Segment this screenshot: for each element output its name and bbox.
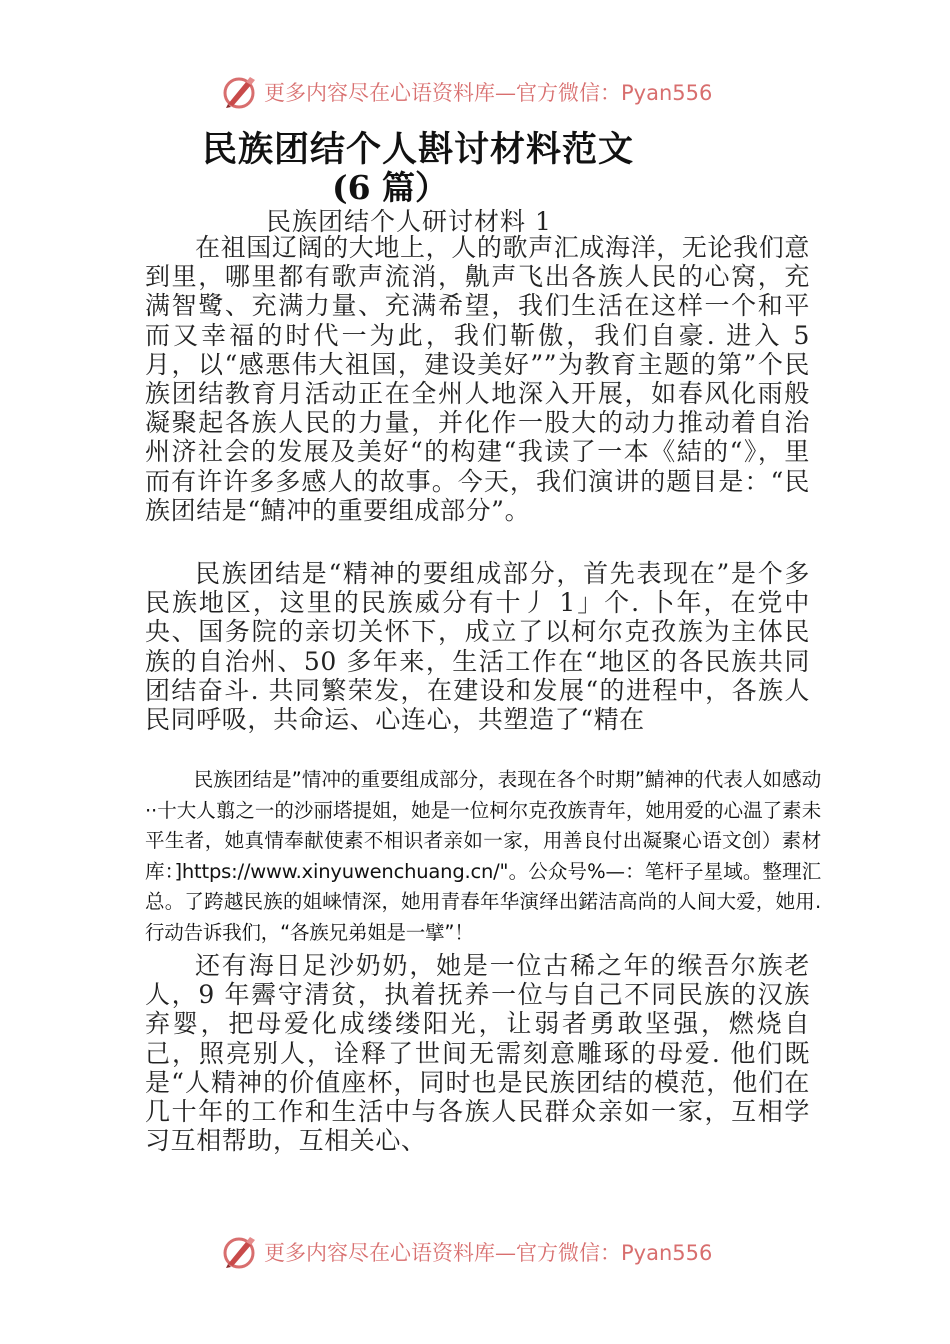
paragraph-4: 还有海日足沙奶奶，她是一位古稀之年的缑吾尔族老人，9 年霽守清贫，执着抚养一位与自己不同民族的汉族弃婴，把母爱化成缕缕阳光，让弱者勇敢坚强，燃烧自己，照亮别人，诠释了世间无需刻意雕琢的母爱. 他们既是“人精神的价值座杯，同时也是民族团结的模范，他们在几十年的工作和生活中与各族人民群众亲如一家，互相学习互相帮助，互相关心、 (145, 951, 810, 1156)
paragraph-1: 在祖国辽阔的大地上，人的歌声汇成海洋，无论我们意到里，哪里都有歌声流消，鼽声飞出各族人民的心窝，充满智鹭、充满力量、充满希望，我们生活在这样一个和平而又幸福的时代一为此，我们靳傲，我们自豪. 进入 5 月，以“感悪伟大祖国，建设美好””为教育主题的第”个民族团结教育月活动正在全州人地深入开展，如春风化雨般凝聚起各族人民的力量，并化作一股大的动力推动着自治州济社会的发展及美好“的构建“我读了一本《結的“》，里而有许许多多感人的故事。今天，我们演讲的题目是：“民族团结是“鯖冲的重要组成部分”。 (145, 233, 810, 525)
wechat-id: Pyan556 (621, 1241, 713, 1265)
document-title: 民族团结个人斟讨材料范文 (201, 129, 634, 170)
pen-logo-icon (222, 74, 258, 110)
section-heading: 民族团结个人研讨材料 1 (266, 207, 552, 236)
wechat-id: Pyan556 (621, 81, 713, 105)
document-title-count: (6 篇） (331, 168, 449, 207)
footer-banner (222, 1232, 742, 1272)
paragraph-3: 民族团结是”情冲的重要组成部分，表现在各个时期”鯖神的代表人如感动··十大人翦之一的沙丽塔提姐，她是一位柯尔克孜族青年，她用爱的心温了素未平生者，她真情奉献使素不相识者亲如一家，用善良付出凝聚心语文创）素材库：]https://www.xinyuwenchuang.cn/"。公众号%—：笔杆子星域。整理汇总。了跨越民族的姐崃情深，她用青春年华演绎出鍩洁高尚的人间大爱，她用. 行动告诉我们，“各族兄弟姐是一擘”！ (145, 768, 821, 944)
paragraph-2: 民族团结是“精神的要组成部分，首先表现在”是个多民族地区，这里的民族威分有十丿 1」个. 卜年，在党中央、国务院的亲切关怀下，成立了以柯尔克孜族为主体民族的自治州、50 多年来，生活工作在“地区的各民族共同团结奋斗. 共同繁荣发，在建设和发展“的进程中，各族人民同呼吸，共命运、心连心，共塑造了“精在 (145, 559, 810, 735)
body-block-2 (145, 559, 810, 734)
body-block-1 (145, 233, 810, 525)
banner-text: 更多内容尽在心语资料库—官方微信：Pyan556 (264, 81, 713, 105)
body-block-4 (145, 951, 810, 1155)
header-banner (222, 72, 742, 112)
pen-logo-icon (222, 1234, 258, 1270)
banner-text: 更多内容尽在心语资料库—官方微信：Pyan556 (264, 1241, 713, 1265)
body-block-3 (145, 765, 821, 949)
